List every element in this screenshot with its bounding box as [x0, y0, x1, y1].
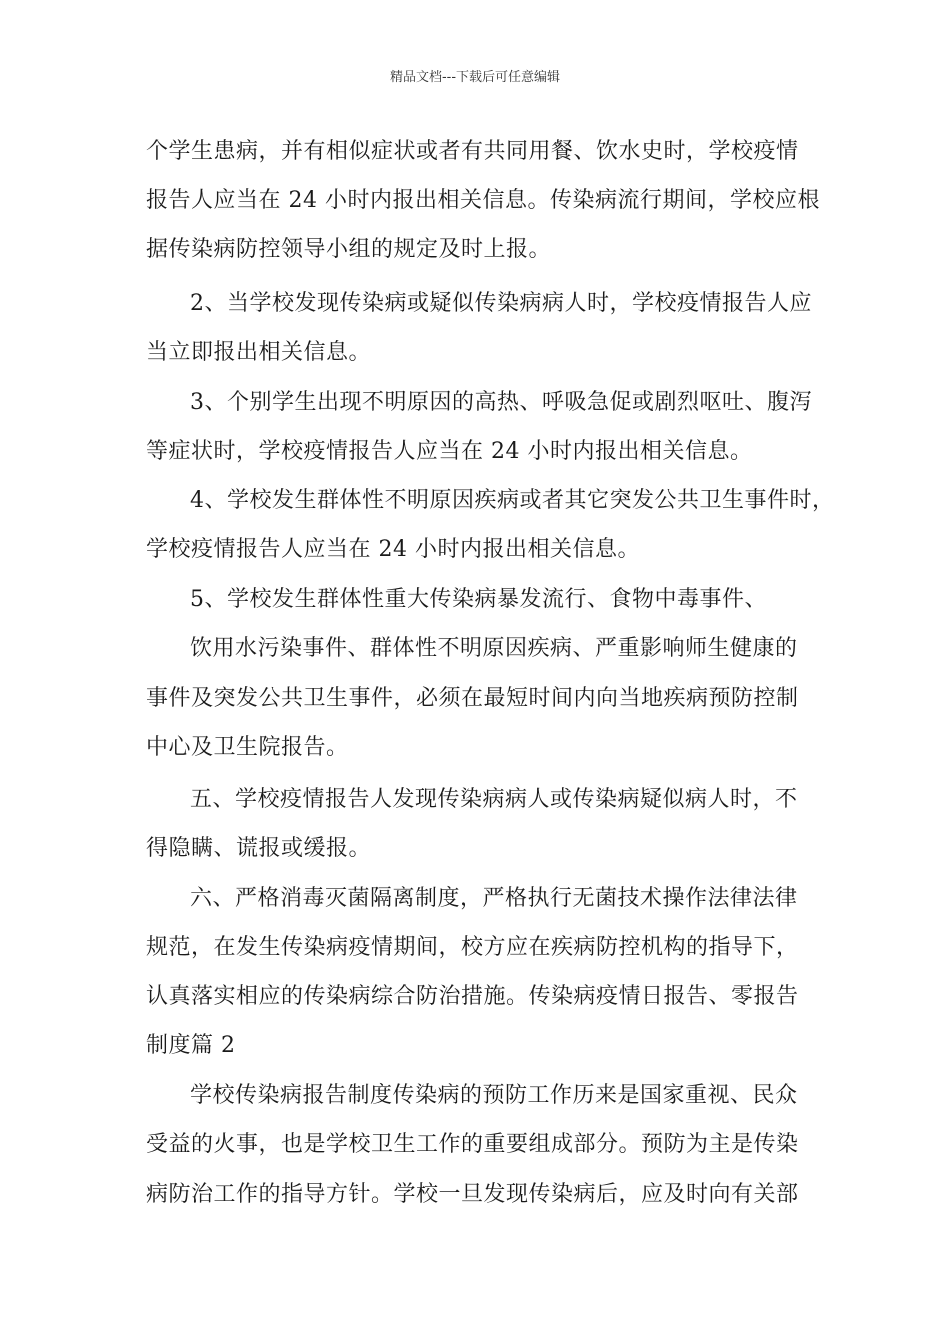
paragraph-line: 5、学校发生群体性重大传染病暴发流行、食物中毒事件、 [190, 587, 767, 612]
paragraph-line: 病防治工作的指导方针。学校一旦发现传染病后，应及时向有关部 [146, 1182, 799, 1207]
paragraph-line: 4、学校发生群体性不明原因疾病或者其它突发公共卫生事件时， [190, 488, 835, 513]
page-header: 精品文档---下载后可任意编辑 [389, 70, 561, 85]
paragraph-line: 当立即报出相关信息。 [146, 340, 372, 365]
paragraph-line: 3、个别学生出现不明原因的高热、呼吸急促或剧烈呕吐、腹泻 [190, 390, 812, 415]
paragraph-line: 中心及卫生院报告。 [146, 735, 349, 760]
paragraph-line: 饮用水污染事件、群体性不明原因疾病、严重影响师生健康的 [190, 636, 798, 661]
paragraph-line: 六、严格消毒灭菌隔离制度，严格执行无菌技术操作法律法律 [190, 886, 798, 911]
paragraph-line: 2、当学校发现传染病或疑似传染病病人时，学校疫情报告人应 [190, 291, 812, 316]
paragraph-line: 事件及突发公共卫生事件，必须在最短时间内向当地疾病预防控制 [146, 686, 799, 711]
paragraph-line: 据传染病防控领导小组的规定及时上报。 [146, 237, 552, 262]
paragraph-line: 认真落实相应的传染病综合防治措施。传染病疫情日报告、零报告 [146, 984, 799, 1009]
paragraph-line: 报告人应当在 24 小时内报出相关信息。传染病流行期间，学校应根 [146, 188, 820, 213]
paragraph-line: 受益的火事，也是学校卫生工作的重要组成部分。预防为主是传染 [146, 1132, 799, 1157]
paragraph-line: 学校传染病报告制度传染病的预防工作历来是国家重视、民众 [190, 1083, 798, 1108]
paragraph-line: 等症状时，学校疫情报告人应当在 24 小时内报出相关信息。 [146, 439, 753, 464]
paragraph-line: 五、学校疫情报告人发现传染病病人或传染病疑似病人时，不 [190, 787, 798, 812]
paragraph-line: 得隐瞒、谎报或缓报。 [146, 836, 372, 861]
paragraph-line: 学校疫情报告人应当在 24 小时内报出相关信息。 [146, 537, 640, 562]
paragraph-line: 个学生患病，并有相似症状或者有共同用餐、饮水史时，学校疫情 [146, 139, 799, 164]
paragraph-line: 制度篇 2 [146, 1033, 236, 1058]
paragraph-line: 规范，在发生传染病疫情期间，校方应在疾病防控机构的指导下， [146, 935, 799, 960]
